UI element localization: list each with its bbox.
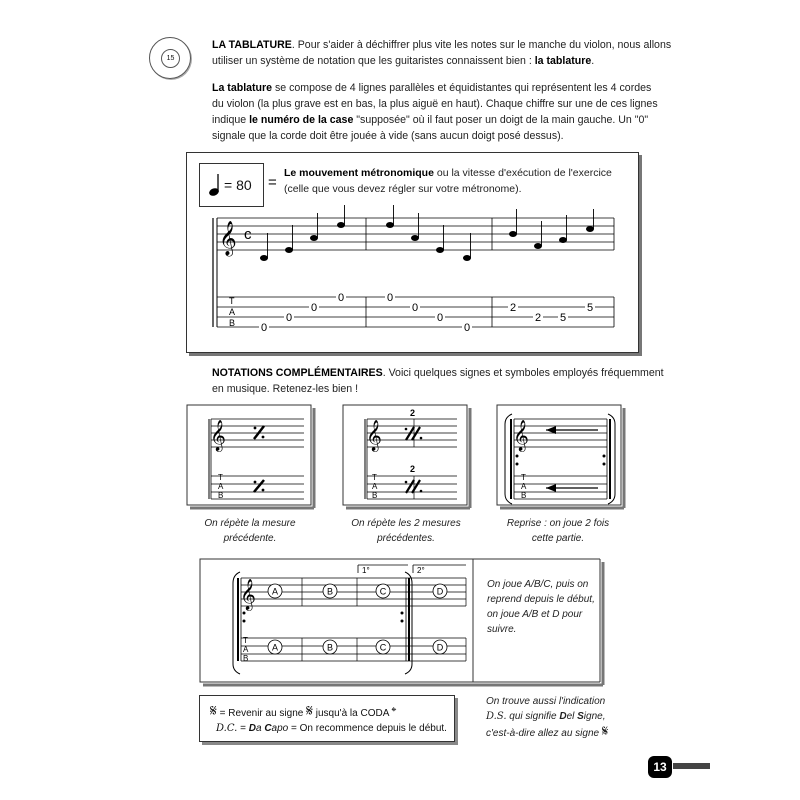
page-number: 13 [648, 756, 672, 778]
segno-icon: 𝄋 [210, 701, 217, 720]
two-bar-number: 2 [410, 464, 416, 474]
tab-fret-number: 0 [436, 312, 444, 324]
two-bar-number: 2 [410, 408, 416, 418]
tab-fret-number: 2 [534, 312, 542, 324]
cd-track-number: 15 [161, 49, 180, 68]
segno-icon: 𝄋 [306, 701, 313, 720]
caption-repeat-two-measures: On répète les 2 mesures précédentes. [351, 518, 461, 544]
svg-text:T: T [243, 636, 248, 645]
tab-letter-t: T [229, 296, 235, 306]
metronome-description: Le mouvement métronomique ou la vitesse d'exécution de l'exercice (celle que vous devez régler sur votre métronome). [284, 167, 612, 195]
treble-clef-icon: 𝄞 [513, 420, 529, 450]
repeat-section-box [497, 405, 624, 508]
svg-text:D: D [436, 642, 444, 653]
example-tab-staff [217, 292, 614, 334]
tab-fret-number: 0 [337, 292, 345, 304]
svg-text:C: C [379, 586, 387, 597]
svg-text:A: A [372, 482, 378, 491]
treble-clef-icon: 𝄞 [219, 222, 237, 255]
segno-coda-legend: 𝄋 = Revenir au signe 𝄋 jusqu'à la CODA 𝄌 D.C. = Da Capo = On recommence depuis le début. [199, 695, 455, 742]
repeat-two-measures-box [343, 405, 470, 508]
caption-repeat-measure: On répète la mesure précédente. [204, 518, 296, 544]
svg-text:A: A [521, 482, 527, 491]
svg-text:C: C [379, 642, 387, 653]
svg-text:D: D [436, 586, 444, 597]
tab-fret-numbers [259, 292, 595, 334]
svg-text:1°: 1° [362, 566, 370, 575]
intro-paragraph-1: LA TABLATURE. Pour s'aider à déchiffrer plus vite les notes sur le manche du violon, nous allons utiliser un système de notation que les guitaristes connaissent bien : la tablature. [212, 39, 672, 67]
tablature-heading: LA TABLATURE [212, 39, 292, 51]
svg-text:A: A [271, 642, 279, 653]
ds-explanation: On trouve aussi l'indication D.S. qui signifie Del Signe, c'est-à-dire allez au signe 𝄋 [486, 696, 609, 740]
tab-fret-number: 0 [285, 312, 293, 324]
tab-fret-number: 0 [310, 302, 318, 314]
svg-text:A: A [218, 482, 224, 491]
tab-fret-number: 5 [586, 302, 594, 314]
treble-clef-icon: 𝄞 [366, 420, 382, 450]
svg-text:2°: 2° [417, 566, 425, 575]
tab-fret-number: 0 [463, 322, 471, 334]
svg-text:T: T [218, 473, 223, 482]
segno-icon: 𝄋 [601, 722, 609, 740]
repeat-measure-box [187, 405, 314, 508]
tab-fret-number: 5 [559, 312, 567, 324]
svg-text:B: B [372, 491, 378, 500]
tab-fret-number: 0 [411, 302, 419, 314]
treble-clef-icon: 𝄞 [210, 420, 226, 450]
notations-paragraph: NOTATIONS COMPLÉMENTAIRES. Voici quelques signes et symboles employés fréquemment en musique. Retenez-les bien ! [212, 367, 664, 395]
tab-letter-a: A [229, 307, 236, 317]
coda-icon: 𝄌 [391, 705, 397, 720]
tab-letter-b: B [229, 318, 236, 328]
svg-text:A: A [271, 586, 279, 597]
svg-text:B: B [326, 642, 334, 653]
time-signature: c [244, 226, 252, 243]
svg-text:A: A [243, 645, 249, 654]
svg-text:B: B [243, 654, 249, 663]
svg-text:T: T [372, 473, 377, 482]
tab-fret-number: 2 [509, 302, 517, 314]
page-number-bar [673, 763, 710, 769]
tab-fret-number: 0 [386, 292, 394, 304]
notations-heading: NOTATIONS COMPLÉMENTAIRES [212, 367, 383, 379]
svg-text:T: T [521, 473, 526, 482]
tempo-value: = 80 [224, 177, 252, 193]
caption-repeat-section: Reprise : on joue 2 fois cette partie. [506, 518, 610, 544]
example-notes [260, 205, 594, 261]
svg-text:B: B [218, 491, 224, 500]
svg-text:B: B [326, 586, 334, 597]
treble-clef-icon: 𝄞 [240, 579, 256, 609]
tab-fret-number: 0 [260, 322, 268, 334]
equals-sign: = [268, 174, 277, 191]
volta-explanation: On joue A/B/C, puis on reprend depuis le début, on joue A/B et D pour suivre. [487, 579, 595, 635]
intro-paragraph-2: La tablature se compose de 4 lignes parallèles et équidistantes qui représentent les 4 cordes du violon (la plus grave est en bas, la plus aiguë en haut). Chaque chiffre sur une de ces lignes indique le numéro de la case "supposée" où il faut poser un doigt de la main gauche. Un "0" signale que la corde doit être jouée à vide (sans aucun doigt posé dessus). [212, 82, 658, 142]
svg-text:B: B [521, 491, 527, 500]
